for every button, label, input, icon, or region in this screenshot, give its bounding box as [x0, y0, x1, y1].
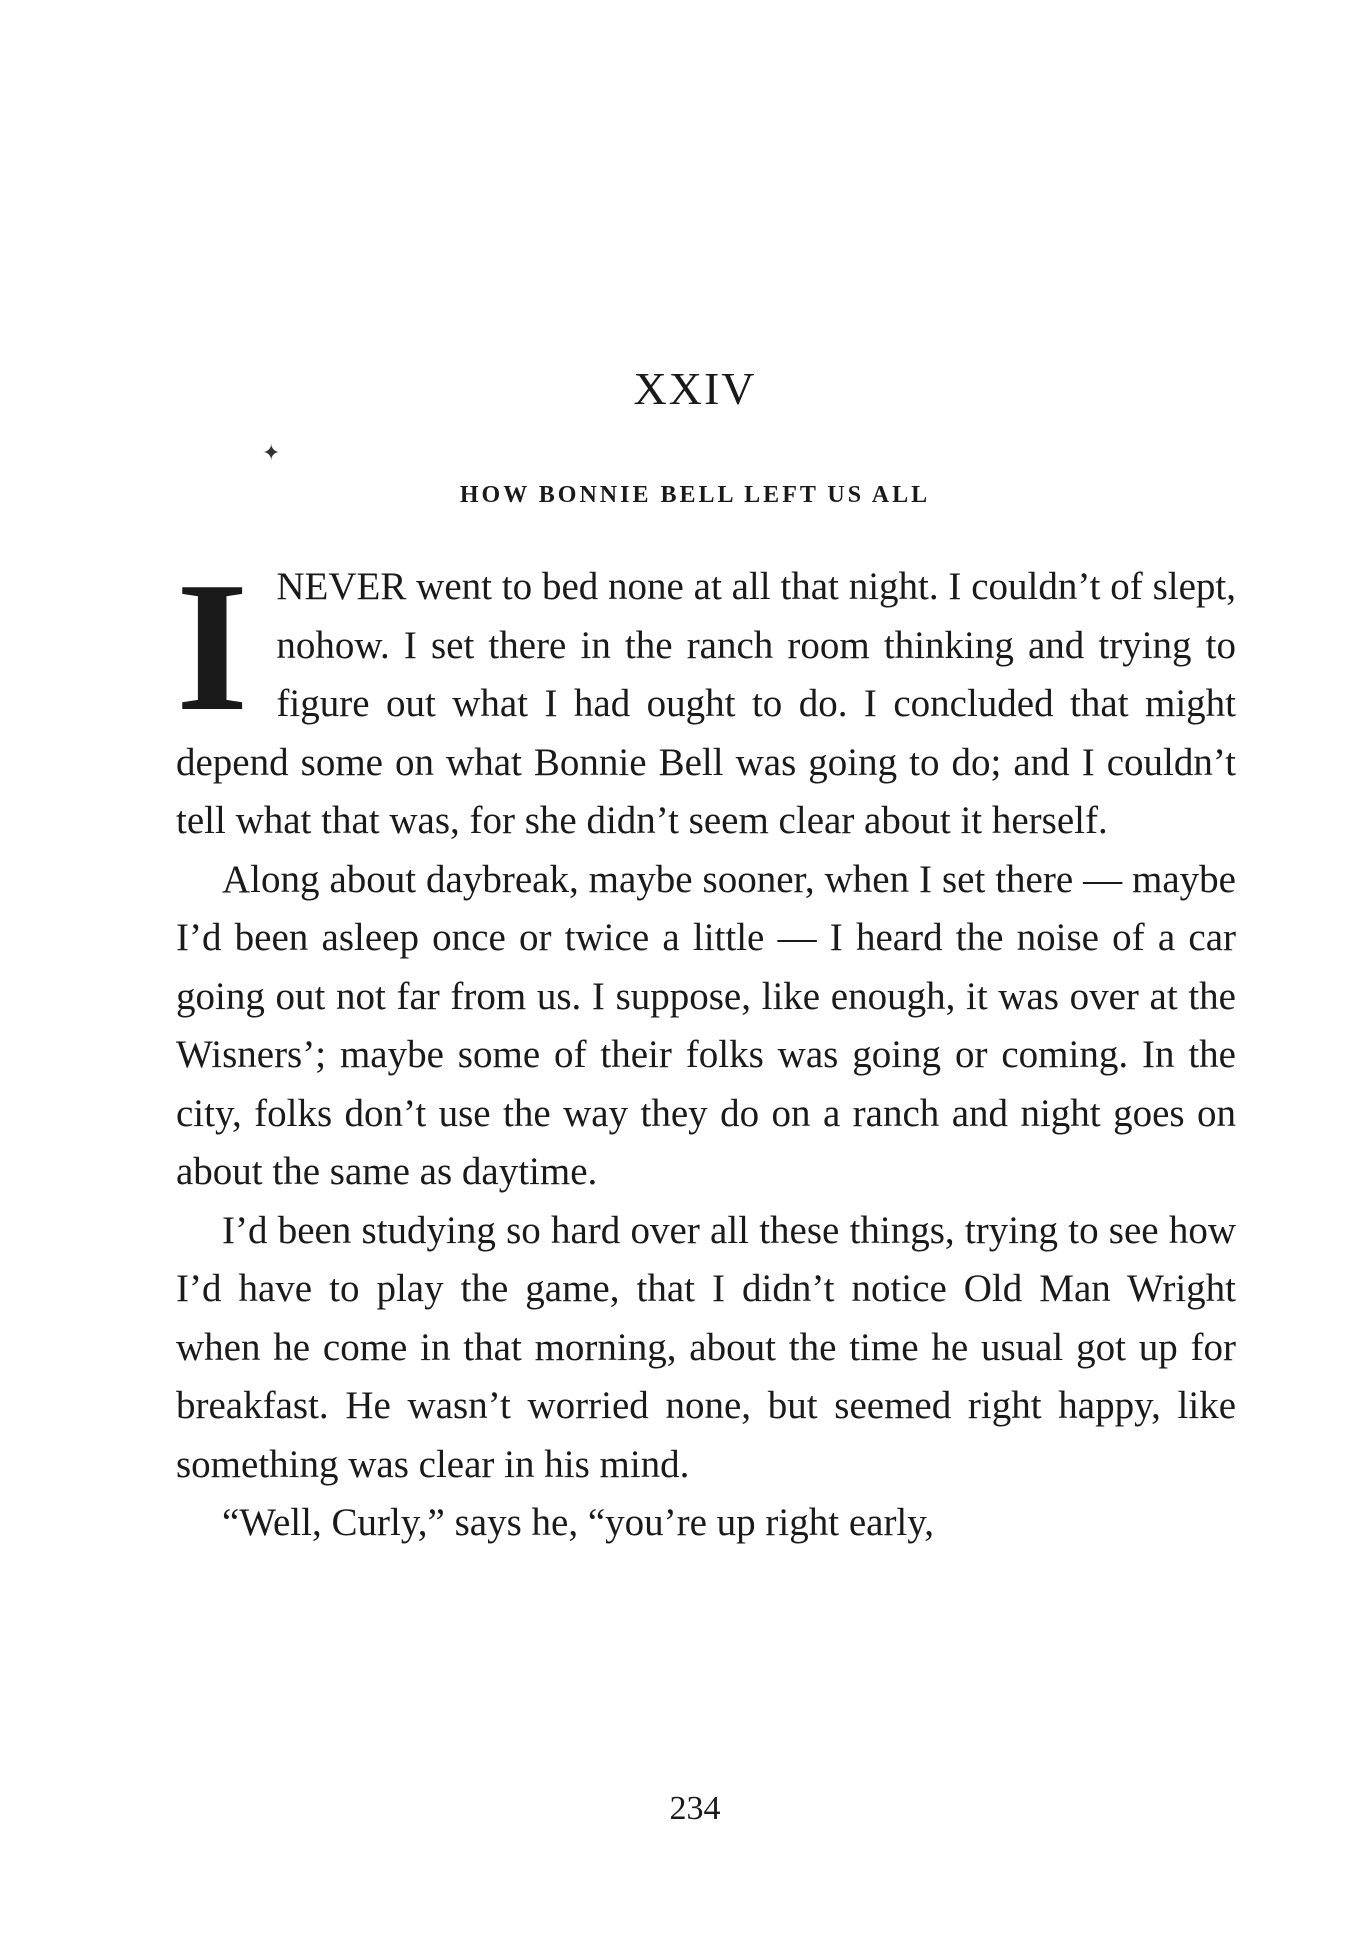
paragraph-2: Along about daybreak, maybe sooner, when I set there — maybe I’d been asleep once or twice a little — I heard the noise of a car going out not far from us. I suppose, like enough, it was over at the Wisners’; maybe some of their folks was going or coming. In the city, folks don’t use the way they do on a ranch and night goes on about the same as daytime. — [176, 857, 1236, 1193]
chapter-title: HOW BONNIE BELL LEFT US ALL — [459, 482, 931, 508]
paragraph-4: “Well, Curly,” says he, “you’re up right early, — [222, 1501, 934, 1544]
body-text — [176, 544, 1236, 1553]
paragraph-1 — [176, 544, 1236, 851]
drop-cap: I — [176, 544, 249, 750]
paragraph-text: NEVER went to bed none at all that night. I couldn’t of slept, nohow. I set there in the ranch room thinking and trying to figure out what I had ought to do. I concluded that might depend some on what Bonnie Bell was going to do; and I couldn’t tell what that was, for she didn’t seem clear about it herself. — [176, 565, 1236, 842]
page-number: 234 — [669, 1790, 721, 1827]
chapter-number: XXIV — [633, 363, 757, 414]
paragraph-3: I’d been studying so hard over all these things, trying to see how I’d have to play the game, that I didn’t notice Old Man Wright when he come in that morning, about the time he usual got up for breakfast. He wasn’t worried none, but seemed right happy, like something was clear in his mind. — [176, 1208, 1236, 1486]
ink-speck: ✦ — [262, 440, 281, 465]
